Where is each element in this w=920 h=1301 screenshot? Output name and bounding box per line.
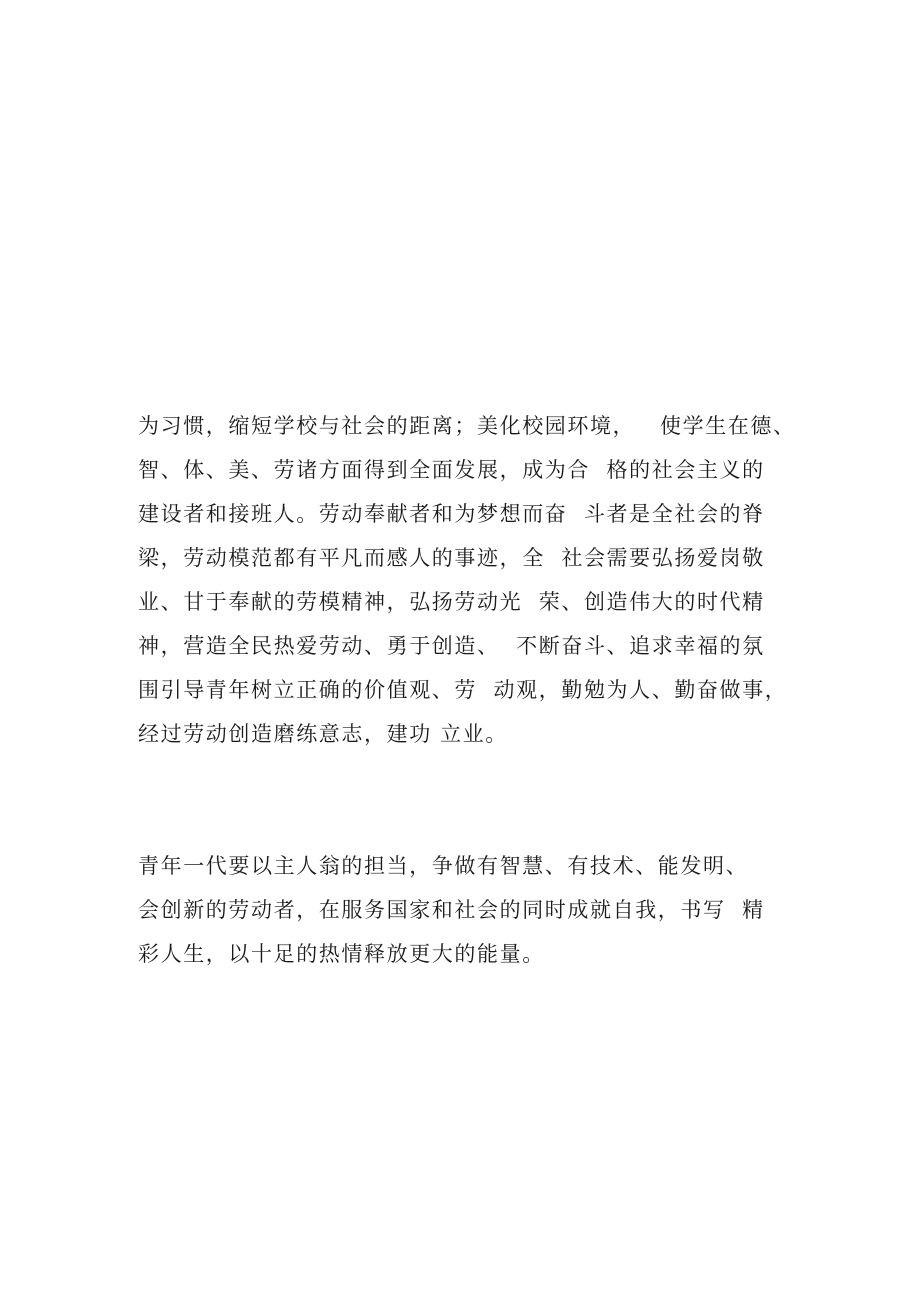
text-line: 会创新的劳动者，在服务国家和社会的同时成就自我，书写 精 [138,898,765,922]
text-line: 经过劳动创造磨练意志，建功 立业。 [138,722,508,746]
text-line: 彩人生，以十足的热情释放更大的能量。 [138,942,545,966]
text-line: 围引导青年树立正确的价值观、劳 动观，勤勉为人、勤奋做事， [138,678,788,702]
paragraph-2 [138,844,798,976]
text-line: 梁，劳动模范都有平凡而感人的事迹，全 社会需要弘扬爱岗敬 [138,546,765,570]
text-line: 神，营造全民热爱劳动、勇于创造、 不断奋斗、追求幸福的氛 [138,634,765,658]
text-line: 为习惯，缩短学校与社会的距离；美化校园环境， 使学生在德、 [138,414,796,438]
text-line: 智、体、美、劳诸方面得到全面发展，成为合 格的社会主义的 [138,458,765,482]
text-line: 建设者和接班人。劳动奉献者和为梦想而奋 斗者是全社会的脊 [138,502,765,526]
paragraph-1 [138,404,798,756]
text-line: 青年一代要以主人翁的担当，争做有智慧、有技术、能发明、 [138,854,749,878]
text-line: 业、甘于奉献的劳模精神，弘扬劳动光 荣、创造伟大的时代精 [138,590,765,614]
